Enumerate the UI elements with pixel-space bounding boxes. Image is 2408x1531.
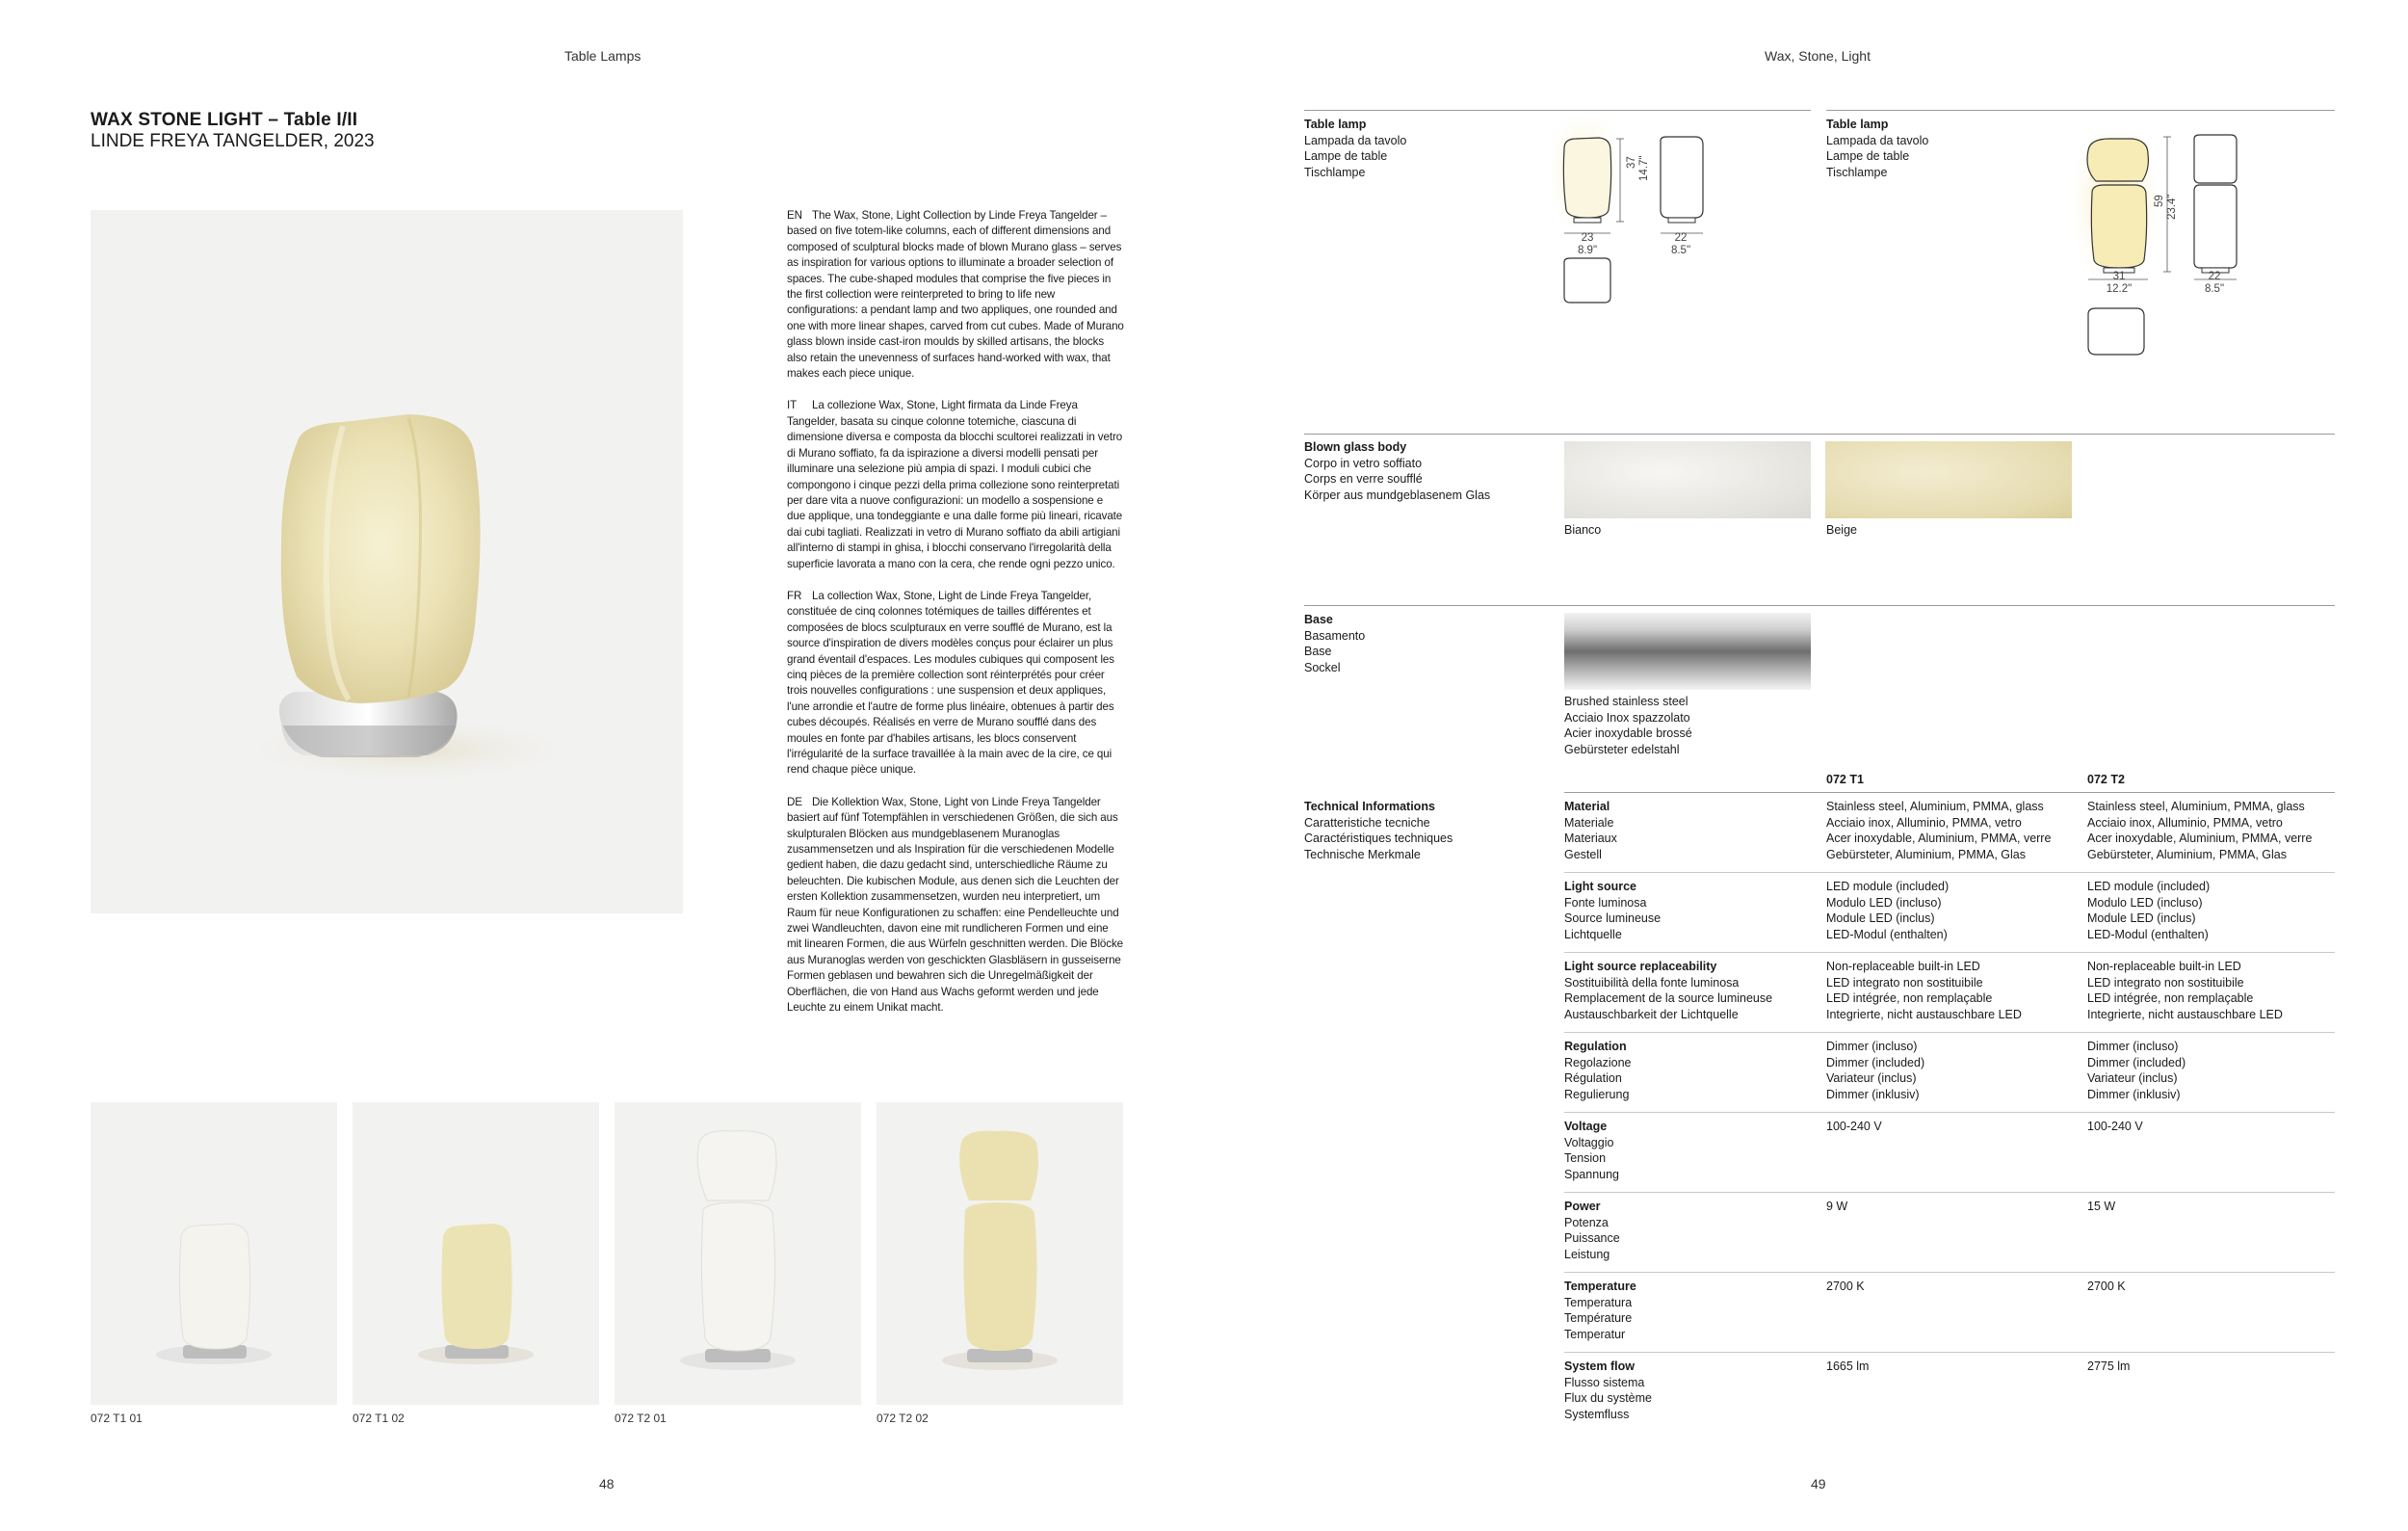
tech-row-6-label-line-1: Temperatura (1564, 1295, 1633, 1309)
lamp-t1-height-in (1638, 123, 1651, 181)
thumbnail-t2-white (615, 1102, 861, 1405)
tech-row-1-t1-line-2: Module LED (inclus) (1826, 911, 1935, 926)
page-number-right: 49 (1811, 1476, 1826, 1491)
tech-row-4-t2-line-0: 100-240 V (2087, 1120, 2143, 1133)
tech-row-4-t1 (1826, 1119, 1882, 1135)
tech-row-divider (1564, 952, 2335, 953)
tech-row-2-t2 (2087, 959, 2283, 1022)
tech-row-7-label-line-0: System flow (1564, 1359, 1635, 1373)
tech-heading-it: Caratteristiche tecniche (1304, 815, 1430, 830)
tech-row-1-label-line-1: Fonte luminosa (1564, 895, 1647, 910)
tech-row-divider (1564, 1112, 2335, 1113)
tech-row-0-label (1564, 799, 1617, 862)
tech-row-4-t1-line-0: 100-240 V (1826, 1120, 1882, 1133)
base-label-de: Sockel (1304, 660, 1341, 674)
thumb-lamp-t1-beige (353, 1102, 599, 1405)
tech-row-2-t1-line-2: LED intégrée, non remplaçable (1826, 991, 1993, 1006)
tech-row-0-t1 (1826, 799, 2051, 862)
lamp-t2-height-inch: 23.4" (2166, 194, 2178, 220)
lamp-t2-width (2092, 271, 2146, 296)
base-finish-en: Brushed stainless steel (1564, 695, 1688, 708)
tech-row-3-t2-line-1: Dimmer (included) (2087, 1055, 2186, 1069)
tech-row-3-t2-line-0: Dimmer (incluso) (2087, 1040, 2179, 1053)
tech-row-1-label-line-0: Light source (1564, 880, 1637, 893)
rule-product-t2 (1826, 110, 2335, 111)
tech-row-3-t1-line-3: Dimmer (inklusiv) (1826, 1087, 1920, 1101)
lamp-t2-labels (1826, 117, 1928, 180)
lamp-t2-depth-inch: 8.5" (2204, 283, 2225, 295)
tech-row-2-label-line-0: Light source replaceability (1564, 960, 1717, 973)
tech-row-5-label-line-1: Potenza (1564, 1215, 1609, 1229)
lamp-t1-depth-inch: 8.5" (1670, 245, 1691, 256)
glass-label-en: Blown glass body (1304, 440, 1407, 454)
lamp-t1-width-inch: 8.9" (1577, 245, 1598, 256)
tech-row-6-label (1564, 1279, 1636, 1342)
product-designer: LINDE FREYA TANGELDER, 2023 (91, 131, 375, 151)
tech-row-5-t1-line-0: 9 W (1826, 1200, 1848, 1213)
thumbnail-t1-beige (353, 1102, 599, 1405)
tech-row-4-label-line-3: Spannung (1564, 1167, 1620, 1181)
lamp-t2-depth-cm: 22 (2208, 271, 2221, 282)
tech-row-1-t1-line-3: LED-Modul (enthalten) (1826, 927, 1948, 941)
lamp-t2-label-fr: Lampe de table (1826, 149, 1910, 164)
tech-row-2-label (1564, 959, 1772, 1022)
running-head-left: Table Lamps (564, 48, 641, 64)
glass-option-bianco: Bianco (1564, 523, 1602, 537)
base-labels (1304, 612, 1365, 675)
lamp-t1-depth (1659, 232, 1703, 257)
text-de-body: Die Kollektion Wax, Stone, Light von Linde Freya Tangelder basiert auf fünf Totempfählen in verschiedenen Größen, die sich aus skulpturalen Blöcken aus mundgeblasenem Muranoglas zusammensetzen und als Inspiration für die verschiedenen Modelle gedient haben, die dazu gedacht sind, unterschiedliche Räume zu beleuchten. Die kubischen Module, aus denen sich die Leuchten der ersten Kollektion zusammensetzen, wurden neu interpretiert, um Raum für neue Konfigurationen zu schaffen: eine Pendelleuchte und zwei Wandleuchten, davon eine mit rundlicheren Formen und eine mit linearen Formen, die aus Würfeln geschnitten werden. Die Blöcke aus Muranoglas werden von geschickten Glasbläsern in gusseiserne Formen geblasen und bewahren sich die Unregelmäßigkeit der Oberflächen, die von Hand aus Wachs geformt werden und jede Leuchte zu einem Unikat macht. (787, 795, 1124, 1015)
base-finish-de: Gebürsteter edelstahl (1564, 742, 1680, 756)
rule-product-t1 (1304, 110, 1811, 111)
tech-row-7-label-line-3: Systemfluss (1564, 1407, 1630, 1421)
tech-row-7-label-line-1: Flusso sistema (1564, 1375, 1645, 1389)
lang-code-it: IT (787, 399, 798, 412)
thumbnail-caption-2: 072 T1 02 (353, 1412, 405, 1425)
tech-col-t1-label: 072 T1 (1826, 773, 1864, 786)
text-it-body: La collezione Wax, Stone, Light firmata da Linde Freya Tangelder, basata su cinque colonne totemiche, ciascuna di dimensione diversa e composta da blocchi scultorei realizzati in vetro di Murano soffiato, fa da ispirazione a diversi modelli pensati per illuminare una selezione più ampia di spazi. I moduli cubici che compongono i cinque pezzi della prima collezione sono reinterpretati per dare vita a nuove configurazioni: un modello a sospensione e due applique, una tondeggiante e una dalle forme più lineari, ricavate dai cubi tagliati. Realizzati in vetro di Murano soffiato da abili artigiani all'interno di stampi in ghisa, i blocchi conservano l'irregolarità della superficie lavorata a mano con la cera, che rende ogni pezzo unico. (787, 399, 1123, 570)
rule-base (1304, 605, 2335, 606)
tech-row-1-label-line-3: Lichtquelle (1564, 927, 1622, 941)
tech-row-5-label-line-0: Power (1564, 1200, 1601, 1213)
tech-row-7-label (1564, 1359, 1652, 1422)
tech-row-6-label-line-3: Temperatur (1564, 1327, 1626, 1341)
lamp-t1-height-cm: 37 (1626, 156, 1637, 169)
glass-option-beige: Beige (1826, 523, 1857, 537)
tech-row-3-label-line-3: Regulierung (1564, 1087, 1630, 1101)
tech-heading-de: Technische Merkmale (1304, 847, 1421, 861)
base-finish-fr: Acier inoxydable brossé (1564, 726, 1692, 741)
glass-label-it: Corpo in vetro soffiato (1304, 456, 1423, 470)
lamp-t2-height-cm: 59 (2154, 195, 2165, 207)
tech-row-0-t2-line-3: Gebürsteter, Aluminium, PMMA, Glas (2087, 847, 2288, 861)
tech-row-1-label-line-2: Source lumineuse (1564, 911, 1662, 926)
text-en-body: The Wax, Stone, Light Collection by Linde Freya Tangelder – based on five totem-like columns, each of different dimensions and composed of sculptural blocks made of blown Murano glass – serves as inspiration for various options to illuminate a broader selection of spaces. The cube-shaped modules that comprise the five pieces in the first collection were reinterpreted to bring to life new configurations: a pendant lamp and two appliques, one rounded and one with more linear shapes, carved from cut cubes. Made of Murano glass blown inside cast-iron moulds by skilled artisans, the blocks also retain the unevenness of surfaces hand-worked with wax, that makes each piece unique. (787, 209, 1124, 381)
rule-glass (1304, 434, 2335, 435)
base-label-it: Basamento (1304, 628, 1366, 643)
thumb-lamp-t1-white (91, 1102, 337, 1405)
thumbnail-t1-white (91, 1102, 337, 1405)
glass-labels (1304, 439, 1490, 503)
lamp-t1-height (1626, 111, 1638, 169)
tech-row-6-label-line-2: Température (1564, 1311, 1633, 1326)
tech-row-divider (1564, 1272, 2335, 1273)
tech-row-0-t1-line-2: Acer inoxydable, Aluminium, PMMA, verre (1826, 831, 2052, 846)
base-label-en: Base (1304, 613, 1333, 626)
tech-row-2-t1 (1826, 959, 2022, 1022)
tech-heading (1304, 799, 1453, 862)
thumb-lamp-t2-white (615, 1102, 861, 1405)
tech-row-0-t2-line-1: Acciaio inox, Alluminio, PMMA, vetro (2087, 815, 2283, 830)
tech-heading-en: Technical Informations (1304, 800, 1435, 813)
lamp-t2-label-de: Tischlampe (1826, 165, 1888, 179)
tech-row-5-t2 (2087, 1199, 2115, 1215)
text-it (787, 398, 1124, 571)
description-text (787, 208, 1124, 1033)
lamp-t2-width-inch: 12.2" (2106, 283, 2133, 295)
tech-row-divider (1564, 1032, 2335, 1033)
tech-row-3-label-line-0: Regulation (1564, 1040, 1627, 1053)
tech-row-3-t1-line-0: Dimmer (incluso) (1826, 1040, 1918, 1053)
lamp-t1-width-cm: 23 (1581, 232, 1594, 244)
tech-col-t1 (1826, 772, 1864, 788)
lamp-t2-label-en: Table lamp (1826, 118, 1889, 131)
tech-row-0-t1-line-1: Acciaio inox, Alluminio, PMMA, vetro (1826, 815, 2022, 830)
thumbnail-caption-3: 072 T2 01 (615, 1412, 667, 1425)
tech-row-1-t2-line-1: Modulo LED (incluso) (2087, 895, 2203, 910)
tech-row-divider (1564, 1192, 2335, 1193)
lamp-t1-height-inch: 14.7" (1638, 155, 1650, 181)
lamp-t1-label-it: Lampada da tavolo (1304, 133, 1407, 147)
tech-row-2-t2-line-3: Integrierte, nicht austauschbare LED (2087, 1007, 2283, 1021)
tech-row-4-label-line-2: Tension (1564, 1151, 1607, 1166)
tech-col-t2 (2087, 772, 2125, 788)
tech-row-6-t2-line-0: 2700 K (2087, 1280, 2126, 1293)
tech-row-3-t1 (1826, 1039, 1924, 1102)
tech-row-0-t2-line-0: Stainless steel, Aluminium, PMMA, glass (2087, 800, 2305, 813)
tech-row-7-t1 (1826, 1359, 1869, 1375)
tech-row-1-t2 (2087, 879, 2210, 942)
base-finish-it: Acciaio Inox spazzolato (1564, 710, 1690, 725)
lamp-t2-label-it: Lampada da tavolo (1826, 133, 1929, 147)
text-de (787, 795, 1124, 1016)
glass-label-fr: Corps en verre soufflé (1304, 472, 1423, 487)
tech-row-1-t1 (1826, 879, 1949, 942)
tech-row-5-t1 (1826, 1199, 1847, 1215)
tech-row-divider (1564, 872, 2335, 873)
tech-row-5-t2-line-0: 15 W (2087, 1200, 2116, 1213)
glass-label-de: Körper aus mundgeblasenem Glas (1304, 488, 1491, 502)
tech-row-4-t2 (2087, 1119, 2143, 1135)
tech-row-1-t1-line-1: Modulo LED (incluso) (1826, 895, 1942, 910)
lamp-t2-height (2154, 149, 2166, 207)
tech-row-3-label-line-1: Regolazione (1564, 1055, 1632, 1069)
tech-row-3-label-line-2: Régulation (1564, 1071, 1622, 1086)
tech-row-6-label-line-0: Temperature (1564, 1280, 1636, 1293)
thumb-lamp-t2-beige (877, 1102, 1123, 1405)
lang-code-fr: FR (787, 589, 802, 602)
thumbnail-caption-1: 072 T1 01 (91, 1412, 143, 1425)
tech-row-1-label (1564, 879, 1661, 942)
tech-row-0-label-line-3: Gestell (1564, 847, 1602, 861)
product-title: WAX STONE LIGHT – Table I/II (91, 110, 358, 130)
tech-row-4-label (1564, 1119, 1619, 1182)
lamp-t2-height-in (2166, 162, 2179, 220)
tech-row-0-t2-line-2: Acer inoxydable, Aluminium, PMMA, verre (2087, 831, 2313, 846)
text-fr (787, 589, 1124, 779)
tech-row-0-t2 (2087, 799, 2312, 862)
base-label-fr: Base (1304, 645, 1332, 659)
tech-row-5-label-line-2: Puissance (1564, 1231, 1620, 1246)
lamp-t1-label-en: Table lamp (1304, 118, 1367, 131)
tech-row-0-t1-line-3: Gebürsteter, Aluminium, PMMA, Glas (1826, 847, 2027, 861)
lamp-t1-label-fr: Lampe de table (1304, 149, 1388, 164)
tech-row-7-t2 (2087, 1359, 2130, 1375)
lamp-t2-depth (2192, 271, 2237, 296)
tech-row-3-t1-line-1: Dimmer (included) (1826, 1055, 1925, 1069)
lang-code-de: DE (787, 795, 802, 808)
base-swatch-steel (1564, 613, 1811, 690)
tech-row-1-t2-line-0: LED module (included) (2087, 880, 2211, 893)
tech-row-2-t1-line-0: Non-replaceable built-in LED (1826, 960, 1980, 973)
tech-row-7-label-line-2: Flux du système (1564, 1391, 1653, 1406)
tech-row-7-t1-line-0: 1665 lm (1826, 1359, 1870, 1373)
glass-swatch-bianco (1564, 441, 1811, 518)
tech-row-5-label-line-3: Leistung (1564, 1247, 1610, 1261)
tech-heading-fr: Caractéristiques techniques (1304, 831, 1453, 846)
glass-swatch-beige (1825, 441, 2072, 518)
tech-row-0-label-line-1: Materiale (1564, 815, 1614, 830)
thumbnail-caption-4: 072 T2 02 (877, 1412, 929, 1425)
lang-code-en: EN (787, 209, 802, 222)
tech-row-0-t1-line-0: Stainless steel, Aluminium, PMMA, glass (1826, 800, 2044, 813)
tech-row-1-t1-line-0: LED module (included) (1826, 880, 1950, 893)
base-finish (1564, 694, 1692, 757)
lamp-t1-depth-cm: 22 (1674, 232, 1688, 244)
hero-photo (91, 210, 683, 913)
tech-row-2-label-line-2: Remplacement de la source lumineuse (1564, 991, 1773, 1006)
tech-row-6-t1-line-0: 2700 K (1826, 1280, 1865, 1293)
tech-row-4-label-line-1: Voltaggio (1564, 1135, 1614, 1149)
tech-row-2-label-line-3: Austauschbarkeit der Lichtquelle (1564, 1007, 1739, 1021)
tech-row-5-label (1564, 1199, 1620, 1262)
tech-row-2-t2-line-2: LED intégrée, non remplaçable (2087, 991, 2254, 1006)
tech-row-2-t2-line-1: LED integrato non sostituibile (2087, 975, 2244, 990)
hero-lamp-illustration (91, 210, 683, 913)
tech-row-3-t1-line-2: Variateur (inclus) (1826, 1071, 1917, 1086)
tech-row-3-t2-line-3: Dimmer (inklusiv) (2087, 1087, 2181, 1101)
text-en (787, 208, 1124, 382)
tech-col-t2-label: 072 T2 (2087, 773, 2125, 786)
tech-row-1-t2-line-2: Module LED (inclus) (2087, 911, 2196, 926)
tech-row-6-t1 (1826, 1279, 1865, 1295)
tech-row-3-t2 (2087, 1039, 2186, 1102)
tech-row-1-t2-line-3: LED-Modul (enthalten) (2087, 927, 2209, 941)
tech-row-2-t2-line-0: Non-replaceable built-in LED (2087, 960, 2241, 973)
tech-row-2-t1-line-1: LED integrato non sostituibile (1826, 975, 1983, 990)
lamp-t2-width-cm: 31 (2112, 271, 2126, 282)
tech-row-0-label-line-0: Material (1564, 800, 1610, 813)
lamp-t1-labels (1304, 117, 1406, 180)
page-number-left: 48 (599, 1476, 615, 1491)
tech-row-0-label-line-2: Materiaux (1564, 831, 1617, 846)
tech-row-2-t1-line-3: Integrierte, nicht austauschbare LED (1826, 1007, 2022, 1021)
tech-row-6-t2 (2087, 1279, 2126, 1295)
tech-row-3-label (1564, 1039, 1632, 1102)
tech-row-4-label-line-0: Voltage (1564, 1120, 1608, 1133)
text-fr-body: La collection Wax, Stone, Light de Linde Freya Tangelder, constituée de cinq colonnes totémiques de tailles différentes et composées de blocs sculpturaux en verre soufflé de Murano, est la source d'inspiration de divers modèles conçus pour éclairer un plus grand éventail d'espaces. Les modules cubiques qui composent les cinq pièces de la première collection sont réinterprétés pour créer trois nouvelles configurations : une suspension et deux appliques, l'une arrondie et l'autre de forme plus linéaire, obtenues à partir des cubes découpés. Réalisés en verre de Murano soufflé dans des moules en fonte par d'habiles artisans, les blocs conservent l'irrégularité de la surface travaillée à la main avec de la cire, ce qui rend chaque pièce unique. (787, 589, 1114, 777)
running-head-right: Wax, Stone, Light (1765, 48, 1871, 64)
rule-tech (1564, 792, 2335, 793)
tech-row-divider (1564, 1352, 2335, 1353)
tech-row-7-t2-line-0: 2775 lm (2087, 1359, 2131, 1373)
lamp-t1-width (1564, 232, 1610, 257)
lamp-t1-label-de: Tischlampe (1304, 165, 1366, 179)
tech-row-2-label-line-1: Sostituibilità della fonte luminosa (1564, 975, 1740, 990)
thumbnail-t2-beige (877, 1102, 1123, 1405)
tech-row-3-t2-line-2: Variateur (inclus) (2087, 1071, 2178, 1086)
